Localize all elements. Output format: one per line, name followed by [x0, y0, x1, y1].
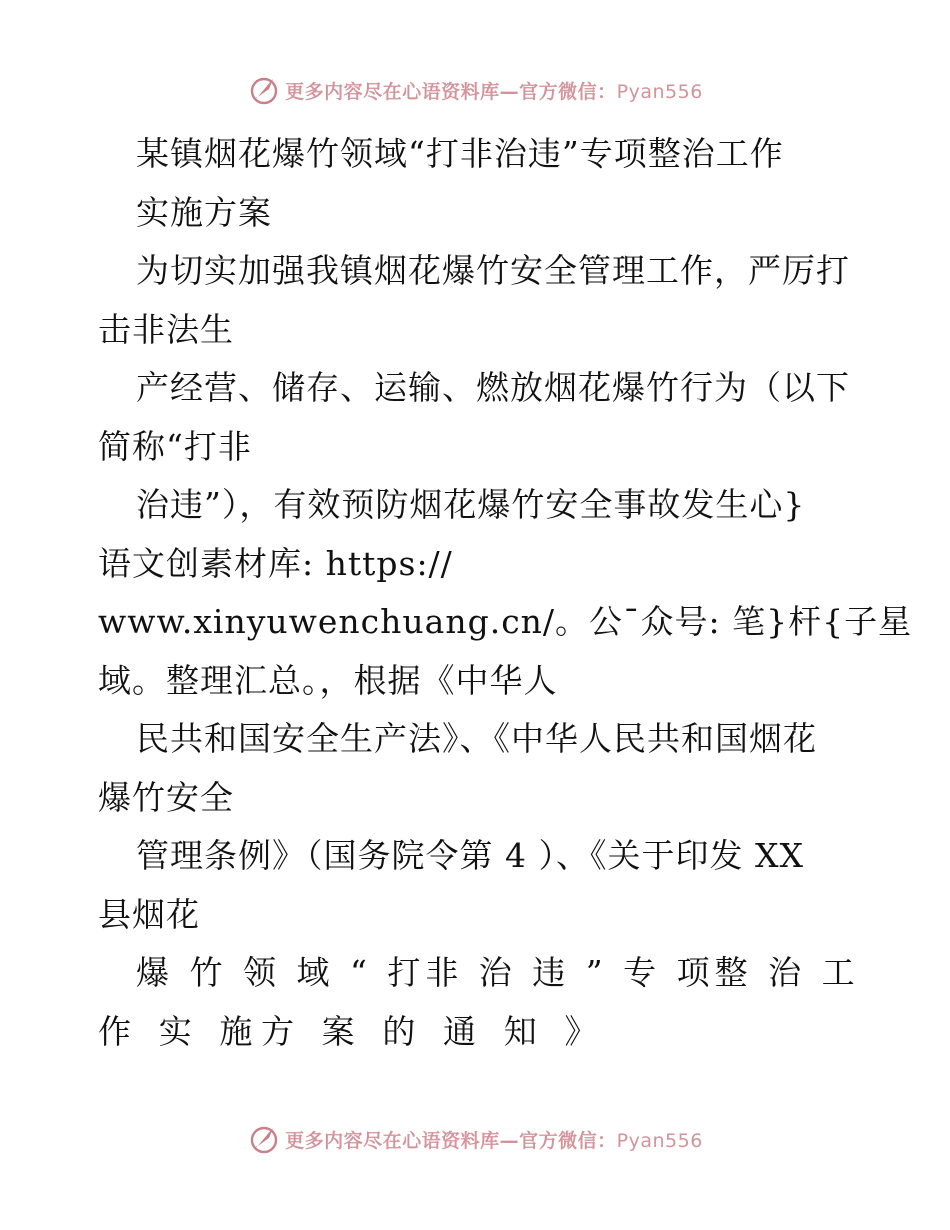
doc-text-line: 为切实加强我镇烟花爆竹安全管理工作，严厉打 — [136, 251, 850, 290]
doc-text-line: 爆 竹 领 域 “ 打非 治 违 ” 专 项整 治 工 — [136, 953, 860, 992]
doc-text-line: 爆竹安全 — [98, 777, 234, 817]
quill-logo-icon — [247, 1122, 281, 1156]
header-banner — [0, 73, 950, 107]
doc-text-line: 击非法生 — [98, 309, 234, 349]
doc-title-line-1: 某镇烟花爆竹领域“打非治违”专项整治工作 — [136, 134, 784, 173]
doc-text-line: 民共和国安全生产法》、《中华人民共和国烟花 — [136, 719, 817, 758]
footer-banner — [0, 1122, 950, 1156]
quill-logo-icon — [247, 73, 281, 107]
doc-text-line: 管理条例》（国务院令第 4 ）、《关于印发 XX — [136, 836, 804, 875]
doc-text-line: 简称“打非 — [98, 426, 252, 466]
doc-text-line: 语文创素材库: https:// — [98, 543, 453, 583]
doc-text-line: 域。整理汇总。，根据《中华人 — [98, 660, 558, 700]
doc-title-line-2: 实施方案 — [136, 192, 272, 232]
document-body — [98, 125, 913, 1061]
doc-text-line: 县烟花 — [98, 894, 200, 934]
doc-text-line: 产经营、储存、运输、燃放烟花爆竹行为（以下 — [136, 368, 850, 407]
doc-text-line: www.xinyuwenchuang.cn/。公¯众号: 笔}杆{子星 — [98, 602, 913, 641]
doc-text-line: 治违”），有效预防烟花爆竹安全事故发生心} — [136, 485, 806, 524]
banner-account: Pyan556 — [616, 1129, 703, 1152]
banner-account: Pyan556 — [616, 80, 703, 103]
banner-text: 更多内容尽在心语资料库—官方微信：Pyan556 — [285, 80, 703, 103]
banner-text: 更多内容尽在心语资料库—官方微信：Pyan556 — [285, 1129, 703, 1152]
doc-text-line: 作 实 施方 案 的 通 知 》 — [98, 1011, 607, 1051]
